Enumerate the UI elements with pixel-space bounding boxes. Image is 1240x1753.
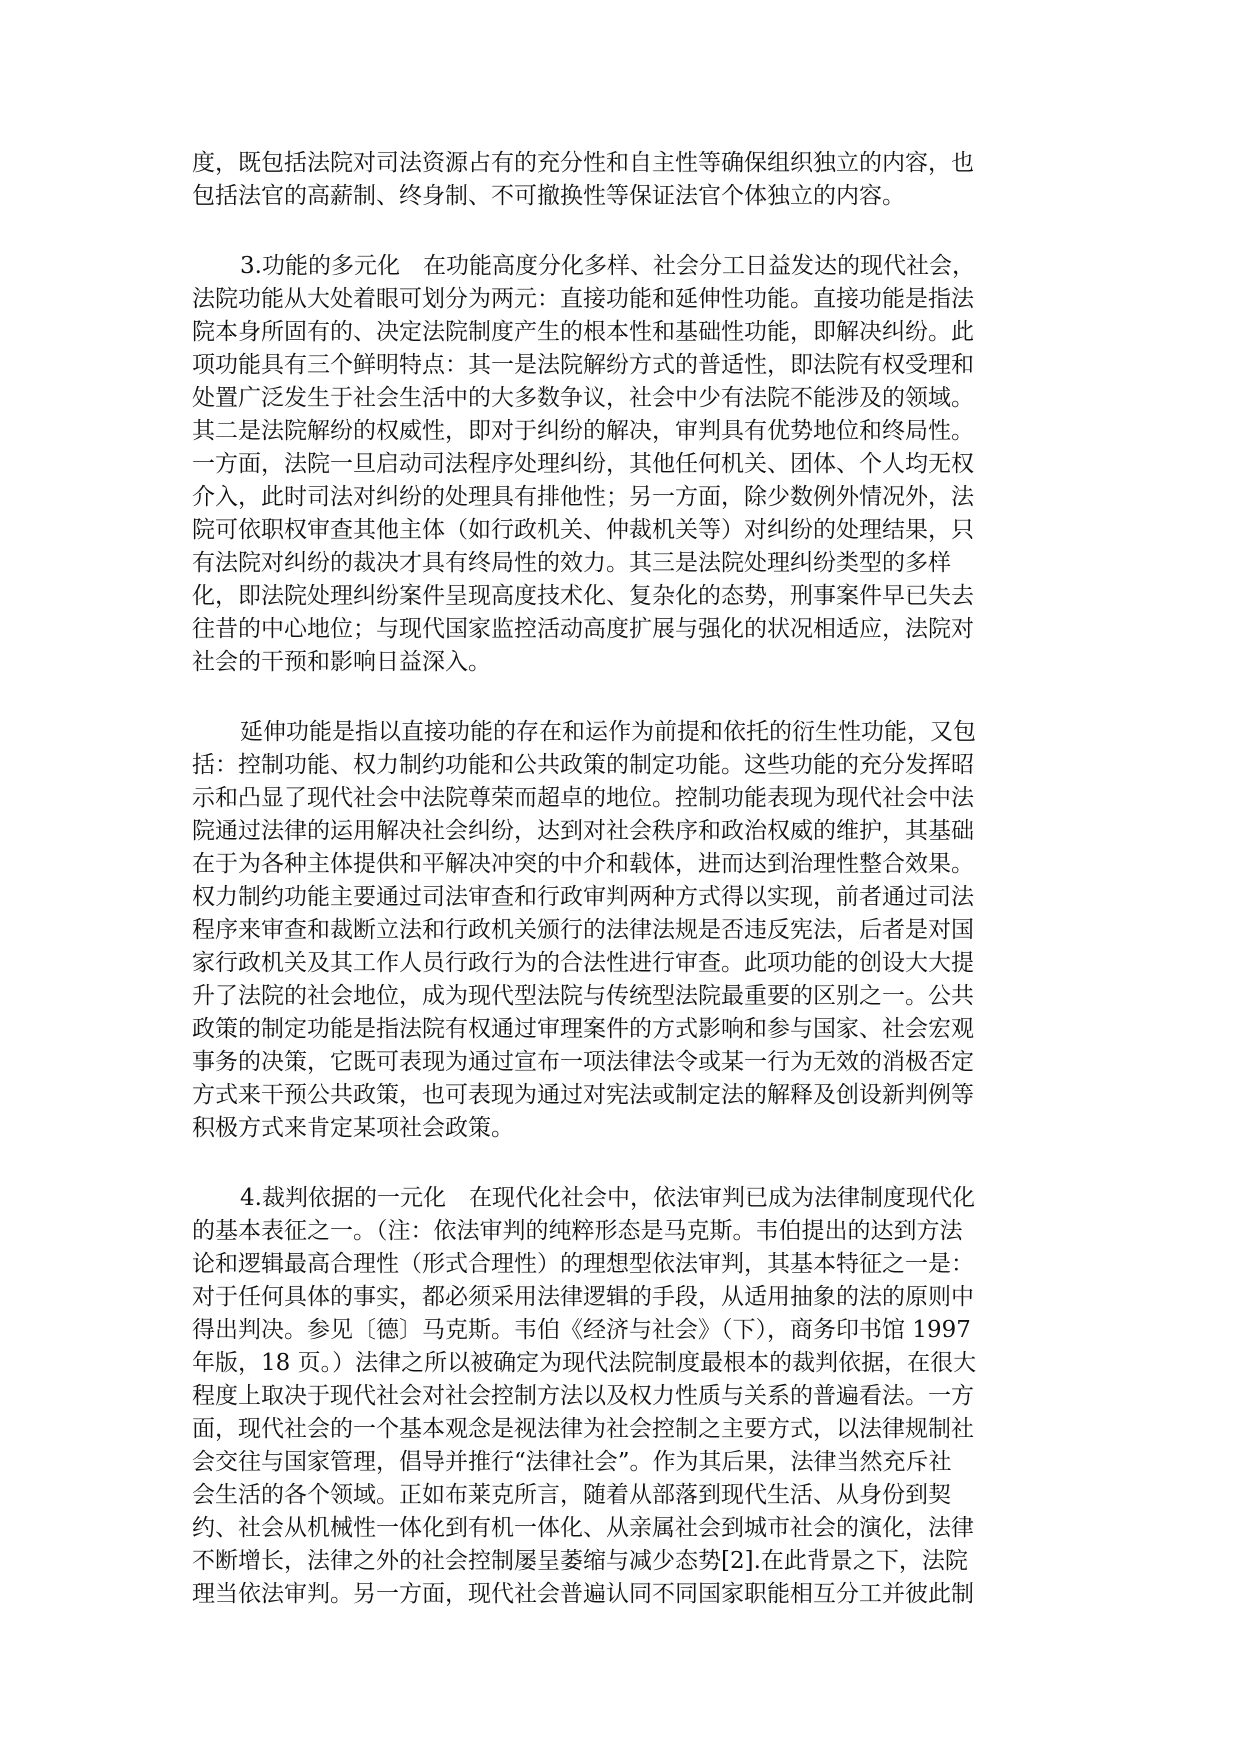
text-line: 积极方式来肯定某项社会政策。: [192, 1115, 514, 1141]
text-line: 3.功能的多元化 在功能高度分化多样、社会分工日益发达的现代社会，: [240, 253, 975, 279]
text-line: 有法院对纠纷的裁决才具有终局性的效力。其三是法院处理纠纷类型的多样: [192, 550, 951, 576]
text-line: 不断增长，法律之外的社会控制屡呈萎缩与减少态势[2].在此背景之下，法院: [192, 1548, 968, 1574]
text-line: 院本身所固有的、决定法院制度产生的根本性和基础性功能，即解决纠纷。此: [192, 319, 974, 345]
text-line: 一方面，法院一旦启动司法程序处理纠纷，其他任何机关、团体、个人均无权: [192, 451, 974, 477]
text-line: 度，既包括法院对司法资源占有的充分性和自主性等确保组织独立的内容，也: [192, 150, 974, 176]
text-line: 社会的干预和影响日益深入。: [192, 649, 491, 675]
text-line: 法院功能从大处着眼可划分为两元：直接功能和延伸性功能。直接功能是指法: [192, 286, 974, 312]
text-line: 示和凸显了现代社会中法院尊荣而超卓的地位。控制功能表现为现代社会中法: [192, 785, 974, 811]
text-line: 院通过法律的运用解决社会纠纷，达到对社会秩序和政治权威的维护，其基础: [192, 818, 974, 844]
text-line: 面，现代社会的一个基本观念是视法律为社会控制之主要方式，以法律规制社: [192, 1416, 974, 1442]
paragraph-function-diversification: [192, 250, 1048, 679]
text-line: 其二是法院解纷的权威性，即对于纠纷的解决，审判具有优势地位和终局性。: [192, 418, 974, 444]
text-line: 约、社会从机械性一体化到有机一体化、从亲属社会到城市社会的演化，法律: [192, 1515, 974, 1541]
text-line: 权力制约功能主要通过司法审查和行政审判两种方式得以实现，前者通过司法: [192, 884, 974, 910]
text-line: 4.裁判依据的一元化 在现代化社会中，依法审判已成为法律制度现代化: [240, 1185, 975, 1211]
text-line: 的基本表征之一。（注：依法审判的纯粹形态是马克斯。韦伯提出的达到方法: [192, 1218, 963, 1244]
text-line: 程序来审查和裁断立法和行政机关颁行的法律法规是否违反宪法，后者是对国: [192, 917, 974, 943]
text-line: 介入，此时司法对纠纷的处理具有排他性；另一方面，除少数例外情况外，法: [192, 484, 974, 510]
text-line: 项功能具有三个鲜明特点：其一是法院解纷方式的普适性，即法院有权受理和: [192, 352, 974, 378]
text-line: 政策的制定功能是指法院有权通过审理案件的方式影响和参与国家、社会宏观: [192, 1016, 974, 1042]
text-line: 对于任何具体的事实，都必须采用法律逻辑的手段，从适用抽象的法的原则中: [192, 1284, 974, 1310]
text-line: 往昔的中心地位；与现代国家监控活动高度扩展与强化的状况相适应，法院对: [192, 616, 974, 642]
paragraph-adjudication-basis: [192, 1182, 1048, 1611]
text-line: 得出判决。参见〔德〕马克斯。韦伯《经济与社会》（下），商务印书馆 1997: [192, 1317, 971, 1343]
text-line: 在于为各种主体提供和平解决冲突的中介和载体，进而达到治理性整合效果。: [192, 851, 974, 877]
text-line: 年版，18 页。）法律之所以被确定为现代法院制度最根本的裁判依据，在很大: [192, 1350, 977, 1376]
text-line: 化，即法院处理纠纷案件呈现高度技术化、复杂化的态势，刑事案件早已失去: [192, 583, 974, 609]
paragraph-continuation: [192, 147, 1048, 213]
paragraph-extended-functions: [192, 716, 1048, 1145]
text-line: 院可依职权审查其他主体（如行政机关、仲裁机关等）对纠纷的处理结果，只: [192, 517, 974, 543]
text-line: 延伸功能是指以直接功能的存在和运作为前提和依托的衍生性功能，又包: [240, 719, 976, 745]
body-text: [192, 147, 1048, 1611]
text-line: 事务的决策，它既可表现为通过宣布一项法律法令或某一行为无效的消极否定: [192, 1049, 974, 1075]
text-line: 会交往与国家管理，倡导并推行“法律社会”。作为其后果，法律当然充斥社: [192, 1449, 952, 1475]
text-line: 方式来干预公共政策，也可表现为通过对宪法或制定法的解释及创设新判例等: [192, 1082, 974, 1108]
text-line: 包括法官的高薪制、终身制、不可撤换性等保证法官个体独立的内容。: [192, 183, 905, 209]
text-line: 论和逻辑最高合理性（形式合理性）的理想型依法审判，其基本特征之一是：: [192, 1251, 974, 1277]
text-line: 括：控制功能、权力制约功能和公共政策的制定功能。这些功能的充分发挥昭: [192, 752, 974, 778]
text-line: 家行政机关及其工作人员行政行为的合法性进行审查。此项功能的创设大大提: [192, 950, 974, 976]
text-line: 理当依法审判。另一方面，现代社会普遍认同不同国家职能相互分工并彼此制: [192, 1581, 974, 1607]
text-line: 升了法院的社会地位，成为现代型法院与传统型法院最重要的区别之一。公共: [192, 983, 974, 1009]
text-line: 程度上取决于现代社会对社会控制方法以及权力性质与关系的普遍看法。一方: [192, 1383, 974, 1409]
text-line: 处置广泛发生于社会生活中的大多数争议，社会中少有法院不能涉及的领域。: [192, 385, 974, 411]
text-line: 会生活的各个领域。正如布莱克所言，随着从部落到现代生活、从身份到契: [192, 1482, 951, 1508]
